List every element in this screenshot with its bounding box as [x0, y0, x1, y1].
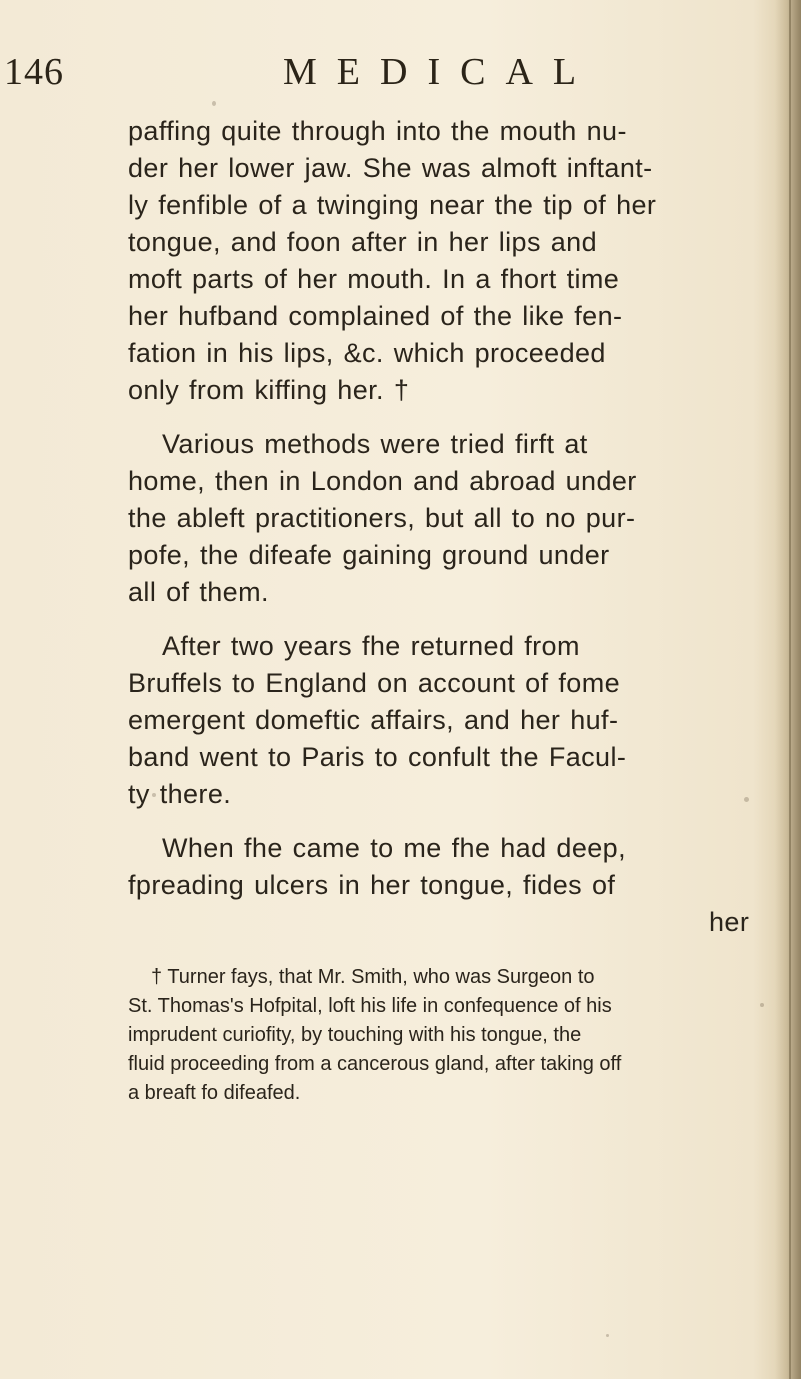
page-edge-line — [789, 0, 791, 1379]
text-line: ly fenfible of a twinging near the tip of her — [128, 190, 657, 220]
text-line: paffing quite through into the mouth nu- — [128, 116, 627, 146]
footnote-line: imprudent curiofity, by touching with his tongue, the — [128, 1024, 582, 1046]
text-line: fation in his lips, &c. which proceeded — [128, 338, 606, 368]
text-line: moft parts of her mouth. In a fhort time — [128, 264, 620, 294]
paper-speck — [152, 793, 156, 797]
running-head: MEDICAL — [283, 51, 597, 93]
text-line: emergent domeftic affairs, and her huf- — [128, 705, 619, 735]
text-line: After two years fhe returned from — [162, 631, 580, 661]
text-line: Bruffels to England on account of fome — [128, 668, 621, 698]
footnote-line: St. Thomas's Hofpital, loft his life in confequence of his — [128, 995, 612, 1017]
paper-speck — [212, 101, 216, 106]
text-line: ty there. — [128, 779, 232, 809]
text-line: the ableft practitioners, but all to no pur- — [128, 503, 636, 533]
paper-speck — [744, 797, 749, 802]
paper-speck — [606, 1334, 609, 1337]
footnote-line: † Turner fays, that Mr. Smith, who was Surgeon to — [151, 966, 595, 988]
text-line: Various methods were tried firft at — [162, 429, 588, 459]
text-line: fpreading ulcers in her tongue, fides of — [128, 870, 616, 900]
text-line: band went to Paris to confult the Facul- — [128, 742, 627, 772]
paper-speck — [760, 1003, 764, 1007]
text-line: all of them. — [128, 577, 269, 607]
text-line: When fhe came to me fhe had deep, — [162, 833, 626, 863]
footnote-line: fluid proceeding from a cancerous gland, after taking off — [128, 1053, 622, 1075]
text-line: pofe, the difeafe gaining ground under — [128, 540, 610, 570]
text-line: tongue, and foon after in her lips and — [128, 227, 598, 257]
catchword: her — [709, 907, 750, 937]
text-line: der her lower jaw. She was almoft inftant- — [128, 153, 653, 183]
text-line: home, then in London and abroad under — [128, 466, 637, 496]
page-edge-shadow — [775, 0, 801, 1379]
text-line: her hufband complained of the like fen- — [128, 301, 623, 331]
page-number: 146 — [4, 51, 64, 93]
text-line: only from kiffing her. † — [128, 375, 410, 405]
footnote-line: a breaft fo difeafed. — [128, 1082, 301, 1104]
